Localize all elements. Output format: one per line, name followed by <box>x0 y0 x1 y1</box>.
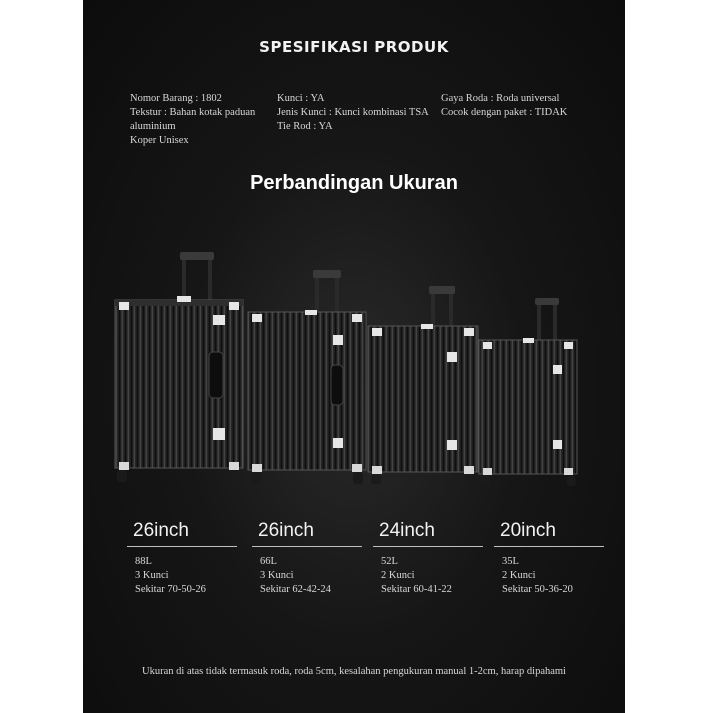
spec-item: Cocok dengan paket : TIDAK <box>441 107 568 118</box>
page-title: SPESIFIKASI PRODUK <box>259 38 449 56</box>
lock-count: 3 Kunci <box>135 570 169 581</box>
volume: 52L <box>381 556 398 567</box>
spec-column-3 <box>441 92 567 120</box>
size-details <box>494 555 604 597</box>
spec-item: Tie Rod : YA <box>277 121 333 132</box>
spec-item: Gaya Roda : Roda universal <box>441 93 560 104</box>
volume: 35L <box>502 556 519 567</box>
size-label: 24inch <box>373 520 483 547</box>
size-label: 26inch <box>252 520 362 547</box>
dimensions: Sekitar 50-36-20 <box>502 584 573 595</box>
suitcase-icon <box>115 252 243 482</box>
spec-item: Kunci : YA <box>277 93 325 104</box>
size-card <box>494 520 604 597</box>
size-details <box>252 555 362 597</box>
size-card <box>127 520 237 597</box>
size-details <box>373 555 483 597</box>
size-comparison-title: Perbandingan Ukuran <box>250 172 458 194</box>
size-card <box>373 520 483 597</box>
size-label: 20inch <box>494 520 604 547</box>
dimensions: Sekitar 70-50-26 <box>135 584 206 595</box>
footer-note: Ukuran di atas tidak termasuk roda, roda 5cm, kesalahan pengukuran manual 1-2cm, harap dipahami <box>142 666 566 677</box>
suitcase-icon <box>248 270 366 484</box>
dimensions: Sekitar 62-42-24 <box>260 584 331 595</box>
spec-item: Koper Unisex <box>130 135 189 146</box>
dimensions: Sekitar 60-41-22 <box>381 584 452 595</box>
size-details <box>127 555 237 597</box>
suitcase-icon <box>479 298 577 486</box>
product-spec-poster <box>83 0 625 713</box>
spec-item: Tekstur : Bahan kotak paduan aluminium <box>130 107 256 132</box>
lock-count: 3 Kunci <box>260 570 294 581</box>
spec-column-1 <box>130 92 270 148</box>
spec-item: Jenis Kunci : Kunci kombinasi TSA <box>277 107 429 118</box>
lock-count: 2 Kunci <box>381 570 415 581</box>
volume: 66L <box>260 556 277 567</box>
size-card <box>252 520 362 597</box>
spec-item: Nomor Barang : 1802 <box>130 93 222 104</box>
volume: 88L <box>135 556 152 567</box>
lock-count: 2 Kunci <box>502 570 536 581</box>
suitcase-lineup <box>83 240 625 500</box>
spec-column-2 <box>277 92 429 134</box>
size-label: 26inch <box>127 520 237 547</box>
suitcase-icon <box>368 286 478 484</box>
